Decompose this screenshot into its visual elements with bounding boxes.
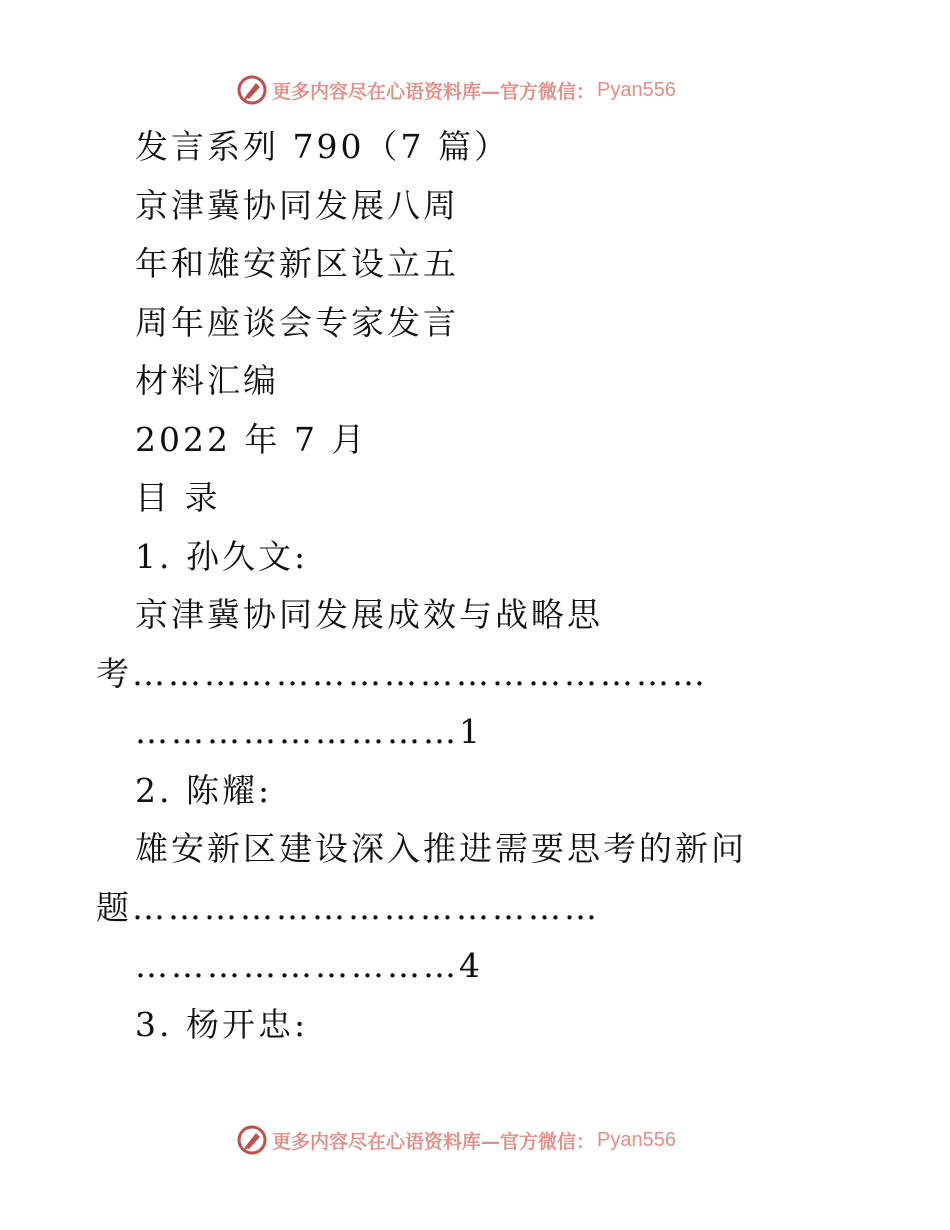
document-body — [0, 118, 950, 1054]
toc-entry-2-author: 2. 陈耀: — [135, 770, 273, 810]
toc-entry-3-author: 3. 杨开忠: — [135, 1004, 309, 1044]
toc-entry-1-title: 京津冀协同发展成效与战略思 — [135, 595, 603, 634]
watermark-text: 更多内容尽在心语资料库—官方微信： — [272, 1130, 596, 1153]
toc-entry-1-author: 1. 孙久文: — [135, 536, 309, 576]
watermark-wechat-id: Pyan556 — [597, 1128, 676, 1151]
series-title: 发言系列 790（7 篇） — [135, 127, 510, 166]
watermark-wechat-id: Pyan556 — [597, 78, 676, 101]
toc-heading: 目 录 — [135, 478, 221, 517]
footer-watermark — [236, 1123, 676, 1157]
doc-date: 2022 年 7 月 — [135, 419, 368, 459]
doc-title-line-3: 周年座谈会专家发言 — [135, 302, 459, 342]
pen-nib-logo-icon — [236, 74, 268, 106]
toc-entry-2-title-cont: 题………………………………… — [96, 887, 600, 927]
pen-nib-logo-icon — [236, 1124, 268, 1156]
doc-title-line-1: 京津冀协同发展八周 — [135, 185, 459, 225]
doc-title-line-2: 年和雄安新区设立五 — [135, 244, 459, 283]
toc-entry-2-title: 雄安新区建设深入推进需要思考的新问 — [135, 829, 747, 868]
toc-entry-1-title-cont: 考………………………………………… — [96, 653, 708, 693]
watermark-text: 更多内容尽在心语资料库—官方微信： — [272, 80, 596, 103]
header-watermark — [236, 73, 676, 107]
toc-entry-1-page: ………………………1 — [135, 712, 483, 751]
toc-entry-2-page: ………………………4 — [135, 946, 483, 985]
doc-title-line-4: 材料汇编 — [135, 361, 279, 400]
